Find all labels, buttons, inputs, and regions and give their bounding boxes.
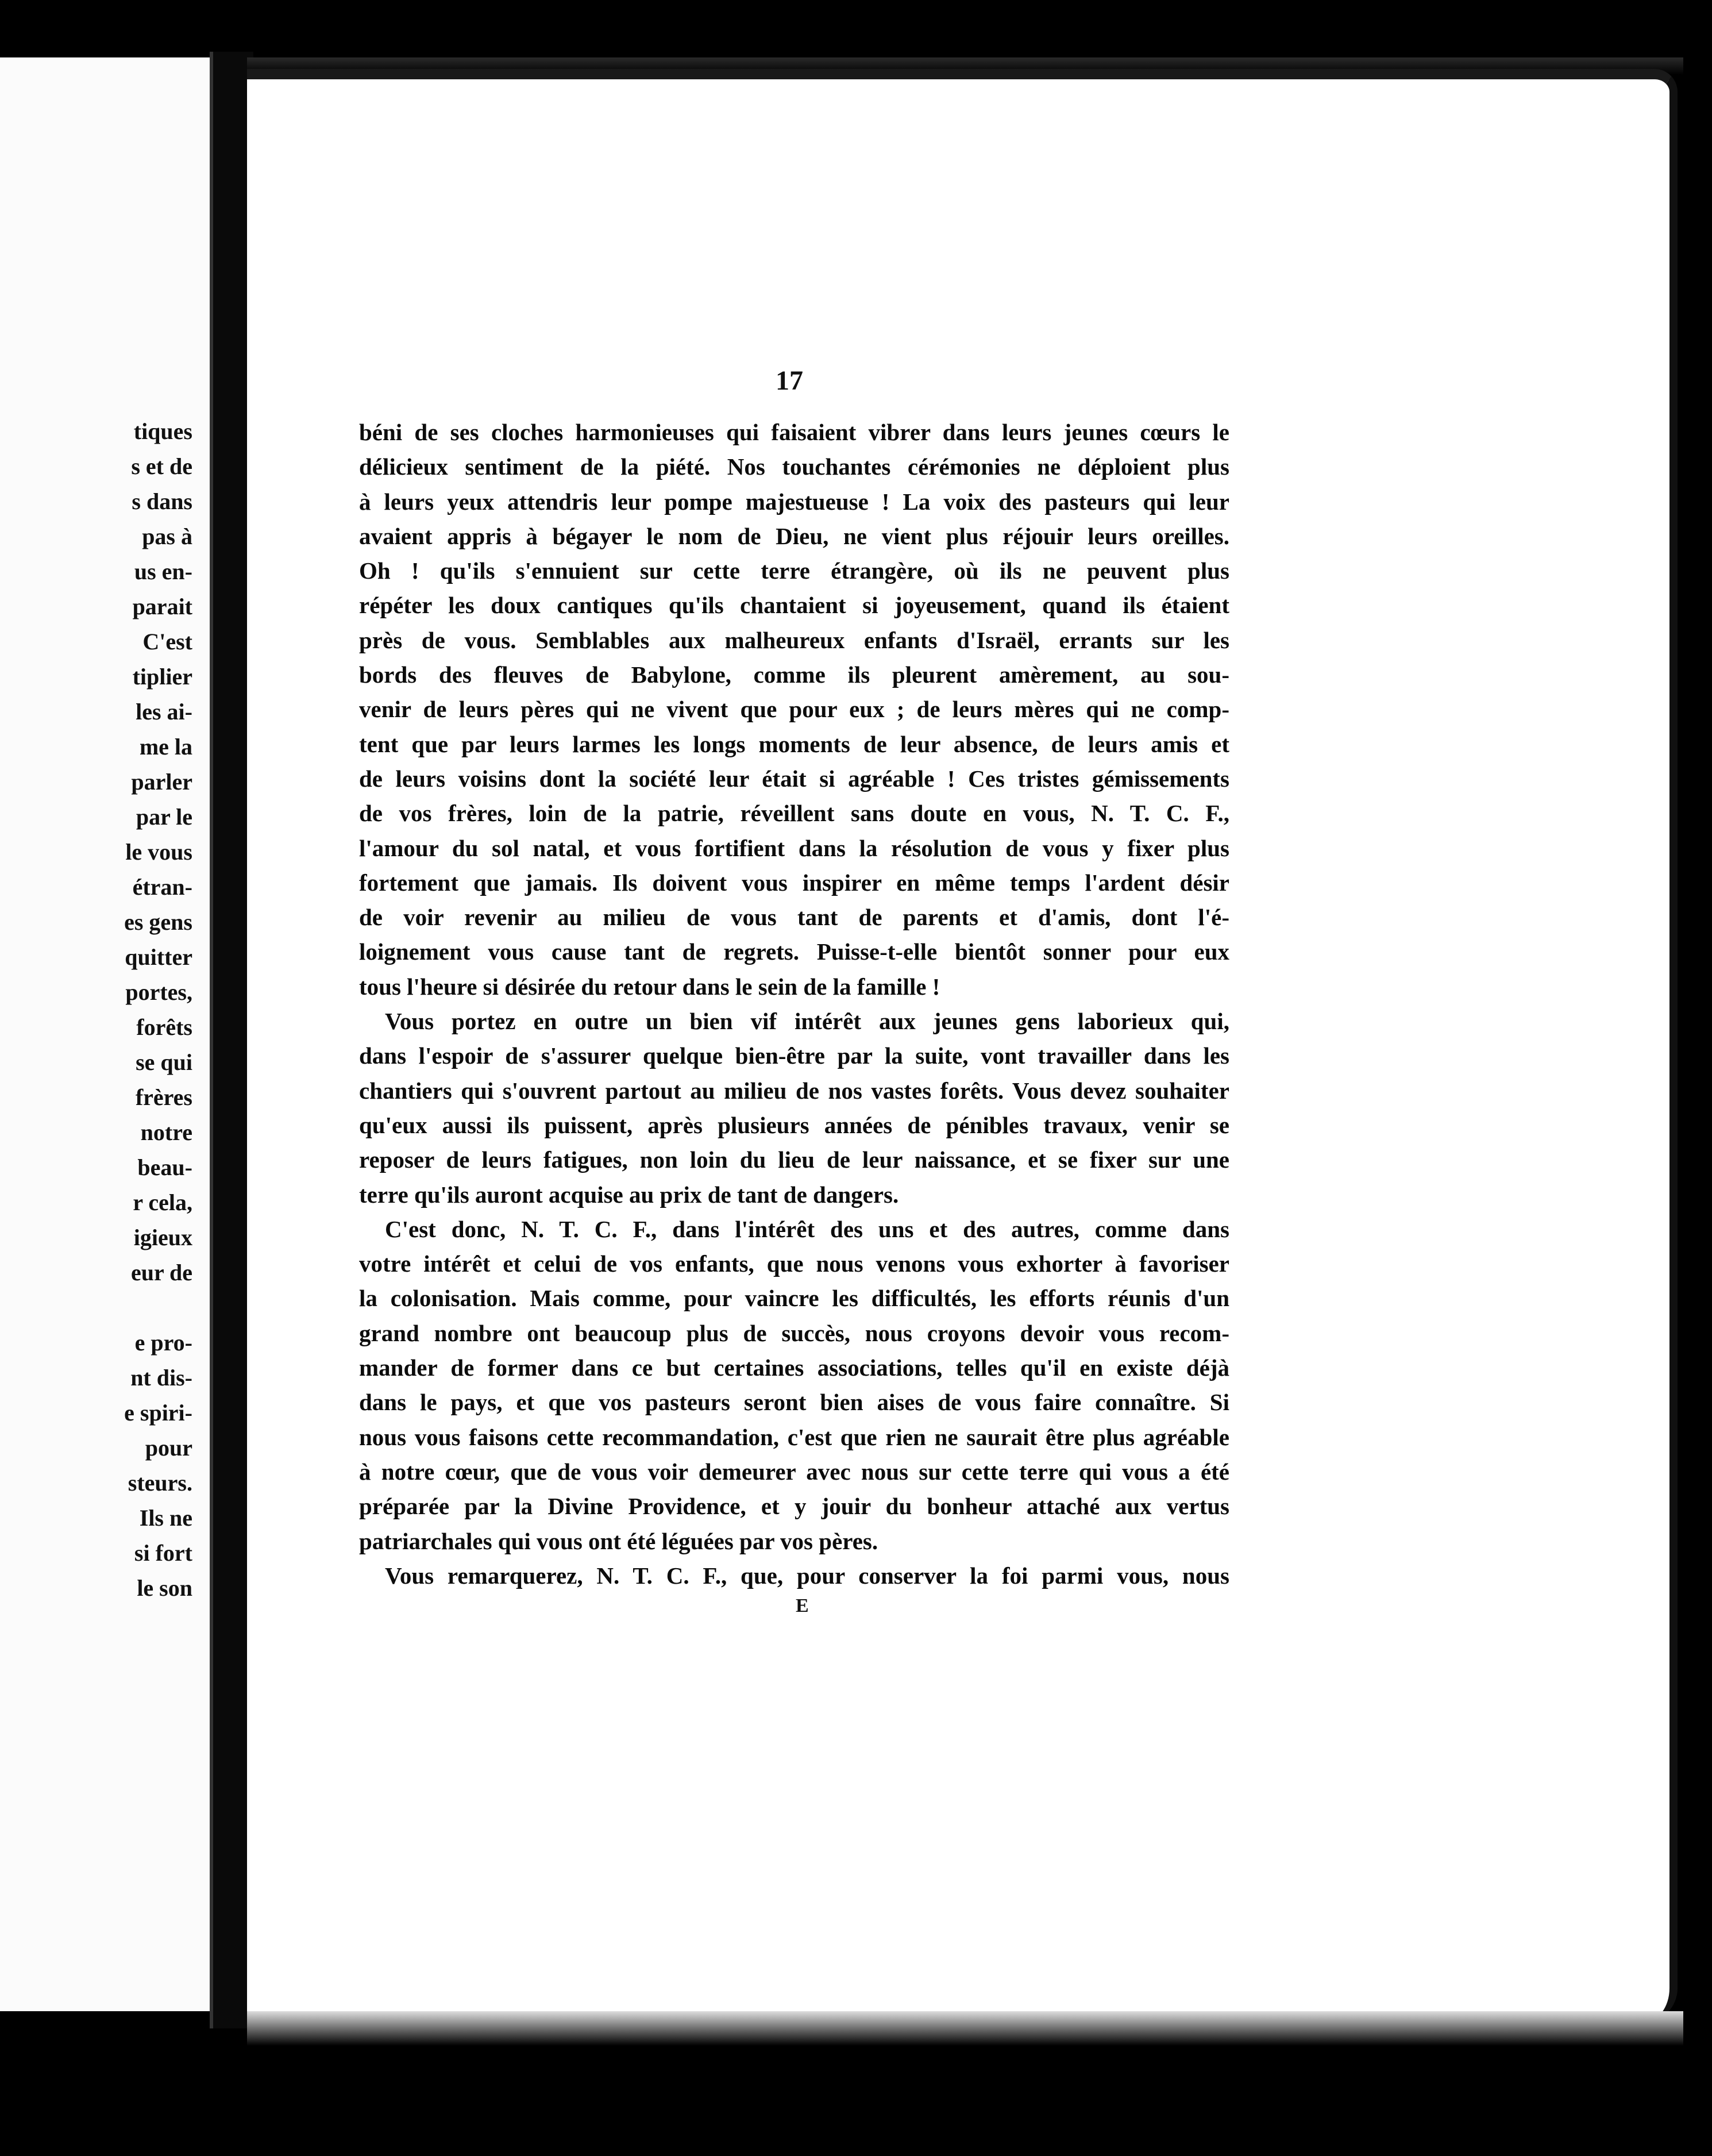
- text-line: qu'eux aussi ils puissent, après plusieurs années de pénibles travaux, venir se: [359, 1111, 1229, 1138]
- text-line: répéter les doux cantiques qu'ils chantaient si joyeusement, quand ils étaient: [359, 592, 1229, 619]
- text-line: près de vous. Semblables aux malheureux enfants d'Israël, errants sur les: [359, 626, 1229, 653]
- left-line: quitter: [125, 944, 192, 970]
- text-line: venir de leurs pères qui ne vivent que pour eux ; de leurs mères qui ne comp-: [359, 696, 1229, 723]
- text-line: la colonisation. Mais comme, pour vaincre les difficultés, les efforts réunis d'un: [359, 1285, 1229, 1312]
- text-line: C'est donc, N. T. C. F., dans l'intérêt des uns et des autres, comme dans: [385, 1215, 1229, 1242]
- left-page-text: [0, 414, 192, 1606]
- left-line: e pro-: [134, 1330, 192, 1356]
- left-line: r cela,: [133, 1189, 192, 1215]
- text-line: mander de former dans ce but certaines associations, telles qu'il en existe déjà: [359, 1354, 1229, 1381]
- text-line: avaient appris à bégayer le nom de Dieu, ne vient plus réjouir leurs oreilles.: [359, 522, 1229, 549]
- text-line: Oh ! qu'ils s'ennuient sur cette terre étrangère, où ils ne peuvent plus: [359, 557, 1229, 584]
- left-line: [0, 1290, 192, 1325]
- page-number: 17: [776, 365, 803, 396]
- text-line: de voir revenir au milieu de vous tant de parents et d'amis, dont l'é-: [359, 904, 1229, 931]
- left-line: tiques: [133, 418, 192, 444]
- text-line: dans le pays, et que vos pasteurs seront bien aises de vous faire connaître. Si: [359, 1389, 1229, 1416]
- text-line: à leurs yeux attendris leur pompe majestueuse ! La voix des pasteurs qui leur: [359, 488, 1229, 515]
- left-line: pas à: [142, 523, 192, 549]
- text-line: votre intérêt et celui de vos enfants, que nous venons vous exhorter à favoriser: [359, 1250, 1229, 1277]
- left-line: Ils ne: [139, 1505, 192, 1531]
- text-line: bords des fleuves de Babylone, comme ils pleurent amèrement, au sou-: [359, 661, 1229, 688]
- text-line: grand nombre ont beaucoup plus de succès, nous croyons devoir vous recom-: [359, 1319, 1229, 1346]
- text-line: Vous remarquerez, N. T. C. F., que, pour conserver la foi parmi vous, nous: [385, 1562, 1229, 1589]
- left-page-fragment: [0, 57, 210, 2011]
- left-line: portes,: [125, 979, 192, 1005]
- left-line: me la: [139, 734, 192, 760]
- text-line: tent que par leurs larmes les longs moments de leur absence, de leurs amis et: [359, 730, 1229, 757]
- bottom-shadow: [247, 2011, 1683, 2046]
- left-line: les ai-: [136, 699, 192, 725]
- left-line: se qui: [136, 1049, 192, 1075]
- left-line: pour: [145, 1435, 192, 1461]
- text-line: l'amour du sol natal, et vous fortifient dans la résolution de vous y fixer plus: [359, 834, 1229, 861]
- text-line: de leurs voisins dont la société leur était si agréable ! Ces tristes gémissements: [359, 765, 1229, 792]
- signature-mark: E: [796, 1595, 809, 1616]
- text-line: dans l'espoir de s'assurer quelque bien-être par la suite, vont travailler dans les: [359, 1042, 1229, 1069]
- left-line: parait: [132, 594, 192, 619]
- text-line: patriarchales qui vous ont été léguées par vos pères.: [359, 1527, 878, 1554]
- text-line: reposer de leurs fatigues, non loin du lieu de leur naissance, et se fixer sur une: [359, 1146, 1229, 1173]
- left-line: s et de: [131, 453, 192, 479]
- page-body-text: [359, 415, 1229, 1593]
- left-line: forêts: [136, 1014, 192, 1040]
- left-line: frères: [135, 1084, 192, 1110]
- left-line: notre: [140, 1119, 192, 1145]
- left-line: C'est: [142, 629, 192, 654]
- text-line: tous l'heure si désirée du retour dans le sein de la famille !: [359, 973, 940, 1000]
- text-line: à notre cœur, que de vous voir demeurer avec nous sur cette terre qui vous a été: [359, 1458, 1229, 1485]
- left-line: tiplier: [132, 664, 192, 690]
- text-line: loignement vous cause tant de regrets. Puisse-t-elle bientôt sonner pour eux: [359, 938, 1229, 965]
- left-line: s dans: [132, 488, 192, 514]
- text-line: de vos frères, loin de la patrie, réveillent sans doute en vous, N. T. C. F.,: [359, 800, 1229, 827]
- text-line: béni de ses cloches harmonieuses qui faisaient vibrer dans leurs jeunes cœurs le: [359, 419, 1229, 445]
- left-line: par le: [136, 804, 192, 830]
- text-line: Vous portez en outre un bien vif intérêt aux jeunes gens laborieux qui,: [385, 1008, 1229, 1035]
- text-line: terre qu'ils auront acquise au prix de tant de dangers.: [359, 1181, 899, 1208]
- left-line: eur de: [130, 1260, 192, 1285]
- left-line: igieux: [133, 1225, 192, 1250]
- text-line: préparée par la Divine Providence, et y jouir du bonheur attaché aux vertus: [359, 1493, 1229, 1520]
- left-line: es gens: [124, 909, 192, 935]
- left-line: parler: [131, 769, 192, 795]
- text-line: chantiers qui s'ouvrent partout au milieu de nos vastes forêts. Vous devez souhaiter: [359, 1077, 1229, 1104]
- left-line: us en-: [134, 559, 192, 584]
- left-line: beau-: [137, 1154, 192, 1180]
- left-line: le vous: [125, 839, 192, 865]
- left-line: étran-: [132, 874, 192, 900]
- text-line: délicieux sentiment de la piété. Nos touchantes cérémonies ne déploient plus: [359, 453, 1229, 480]
- text-line: fortement que jamais. Ils doivent vous inspirer en même temps l'ardent désir: [359, 869, 1229, 896]
- left-line: steurs.: [128, 1470, 192, 1496]
- text-line: nous vous faisons cette recommandation, c'est que rien ne saurait être plus agréable: [359, 1423, 1229, 1450]
- left-line: si fort: [134, 1540, 192, 1566]
- left-line: nt dis-: [130, 1365, 192, 1391]
- left-line: e spiri-: [124, 1400, 192, 1426]
- left-line: le son: [137, 1575, 192, 1601]
